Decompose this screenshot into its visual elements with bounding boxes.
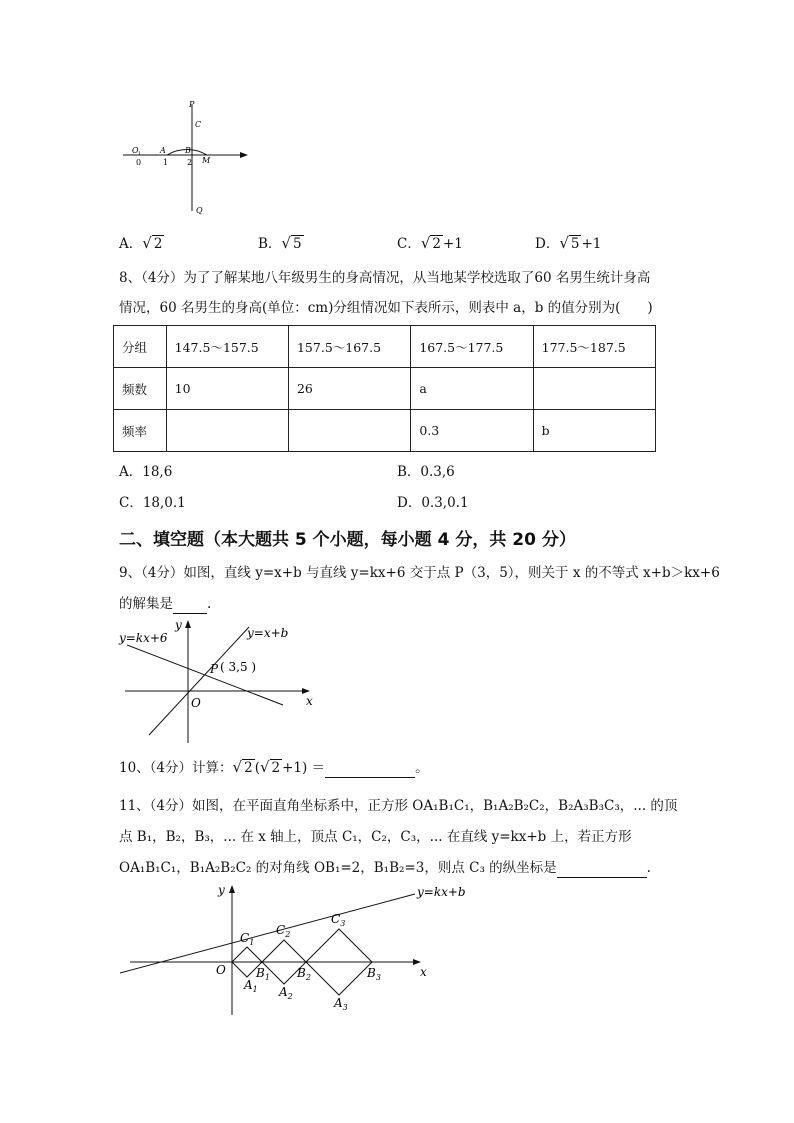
label-line: y=kx+b [417,885,466,899]
table-cell: 177.5～187.5 [533,326,655,368]
table-cell: a [411,368,533,410]
q11-line-2: 点 B₁，B₂，B₃，... 在 x 轴上，顶点 C₁，C₂，C₃，... 在直线 y=kx+b 上，若正方形 [119,829,632,845]
q7-figure [115,95,255,220]
label-B3: $B_3$ [367,966,381,982]
label-Q: Q [196,206,203,215]
label-C3: $C_3$ [331,912,346,928]
label-C2: $C_2$ [276,923,291,939]
label-C: C [195,120,202,129]
table-cell [288,410,410,452]
q8-option-b: B．0.3,6 [397,464,455,480]
answer-blank [173,599,207,614]
table-cell: 167.5～177.5 [411,326,533,368]
tick-2: 2 [187,158,193,167]
q7-option-a: A．√ 2 [119,234,163,252]
label-y: y [218,883,225,897]
q8-line-2: 情况，60 名男生的身高(单位：cm)分组情况如下表所示，则表中 a，b 的值分别为( ) [119,300,653,316]
label-B2: $B_2$ [297,966,311,982]
label-P: P [189,100,195,109]
label-P-coord: ( 3,5 ) [220,660,257,674]
q11-line-1: 11、（4分）如图，在平面直角坐标系中，正方形 OA₁B₁C₁，B₁A₂B₂C₂，B₂A₃B₃C₃，... 的顶 [119,798,678,814]
q7-option-d: D．√ 5 +1 [535,234,602,252]
label-O: O [216,963,226,977]
label-C1: $C_1$ [240,931,255,947]
q8-line-1: 8、（4分）为了了解某地八年级男生的身高情况，从当地某学校选取了60 名男生统计身高 [119,270,651,286]
q9-figure [115,615,325,745]
q8-option-d: D．0.3,0.1 [397,495,469,511]
answer-blank [325,763,415,778]
label-M: M [202,156,211,165]
table-cell: 157.5～167.5 [288,326,410,368]
tick-0: 0 [136,158,142,167]
table-cell: 频数 [114,368,167,410]
q11-figure [115,880,470,1020]
label-A1: $A_1$ [244,978,258,994]
label-y-x-b: y=x+b [247,626,289,640]
table-row [114,326,656,368]
q10-line: 10、（4分）计算：√ 2 (√ 2 +1) ＝ 。 [119,758,429,776]
label-B1: $B_1$ [256,966,270,982]
q8-option-c: C．18,0.1 [119,495,186,511]
label-B: B [185,146,191,155]
table-cell: 147.5～157.5 [166,326,288,368]
q9-line-1: 9、（4分）如图，直线 y=x+b 与直线 y=kx+6 交于点 P（3，5），则关于 x 的不等式 x+b＞kx+6 [119,565,720,581]
label-x: x [420,965,427,979]
label-A3: $A_3$ [334,996,348,1012]
label-P: P [210,662,219,676]
tick-1: 1 [163,158,169,167]
table-cell: 10 [166,368,288,410]
table-cell: 0.3 [411,410,533,452]
table-row [114,368,656,410]
frequency-table [113,325,656,452]
label-O-sub: 1 [138,151,142,157]
q7-option-c: C．√ 2 +1 [397,234,463,252]
table-row [114,410,656,452]
table-cell: 26 [288,368,410,410]
section-2-heading: 二、填空题（本大题共 5 个小题，每小题 4 分，共 20 分） [119,530,576,550]
label-O: O [132,146,139,155]
answer-blank [557,863,647,878]
label-x: x [306,694,313,708]
label-y-kx-6: y=kx+6 [119,631,168,645]
table-cell: b [533,410,655,452]
table-cell: 频率 [114,410,167,452]
q8-option-a: A．18,6 [119,464,173,480]
q11-line-3: OA₁B₁C₁，B₁A₂B₂C₂ 的对角线 OB₁=2，B₁B₂=3，则点 C₃ 的纵坐标是 . [119,860,651,876]
label-y: y [175,618,182,632]
q9-line-2: 的解集是 . [119,596,212,612]
label-O: O [191,696,201,710]
table-cell: 分组 [114,326,167,368]
label-A: A [160,146,166,155]
label-A2: $A_2$ [279,985,293,1001]
q7-option-b: B．√ 5 [258,234,302,252]
table-cell [533,368,655,410]
table-cell [166,410,288,452]
